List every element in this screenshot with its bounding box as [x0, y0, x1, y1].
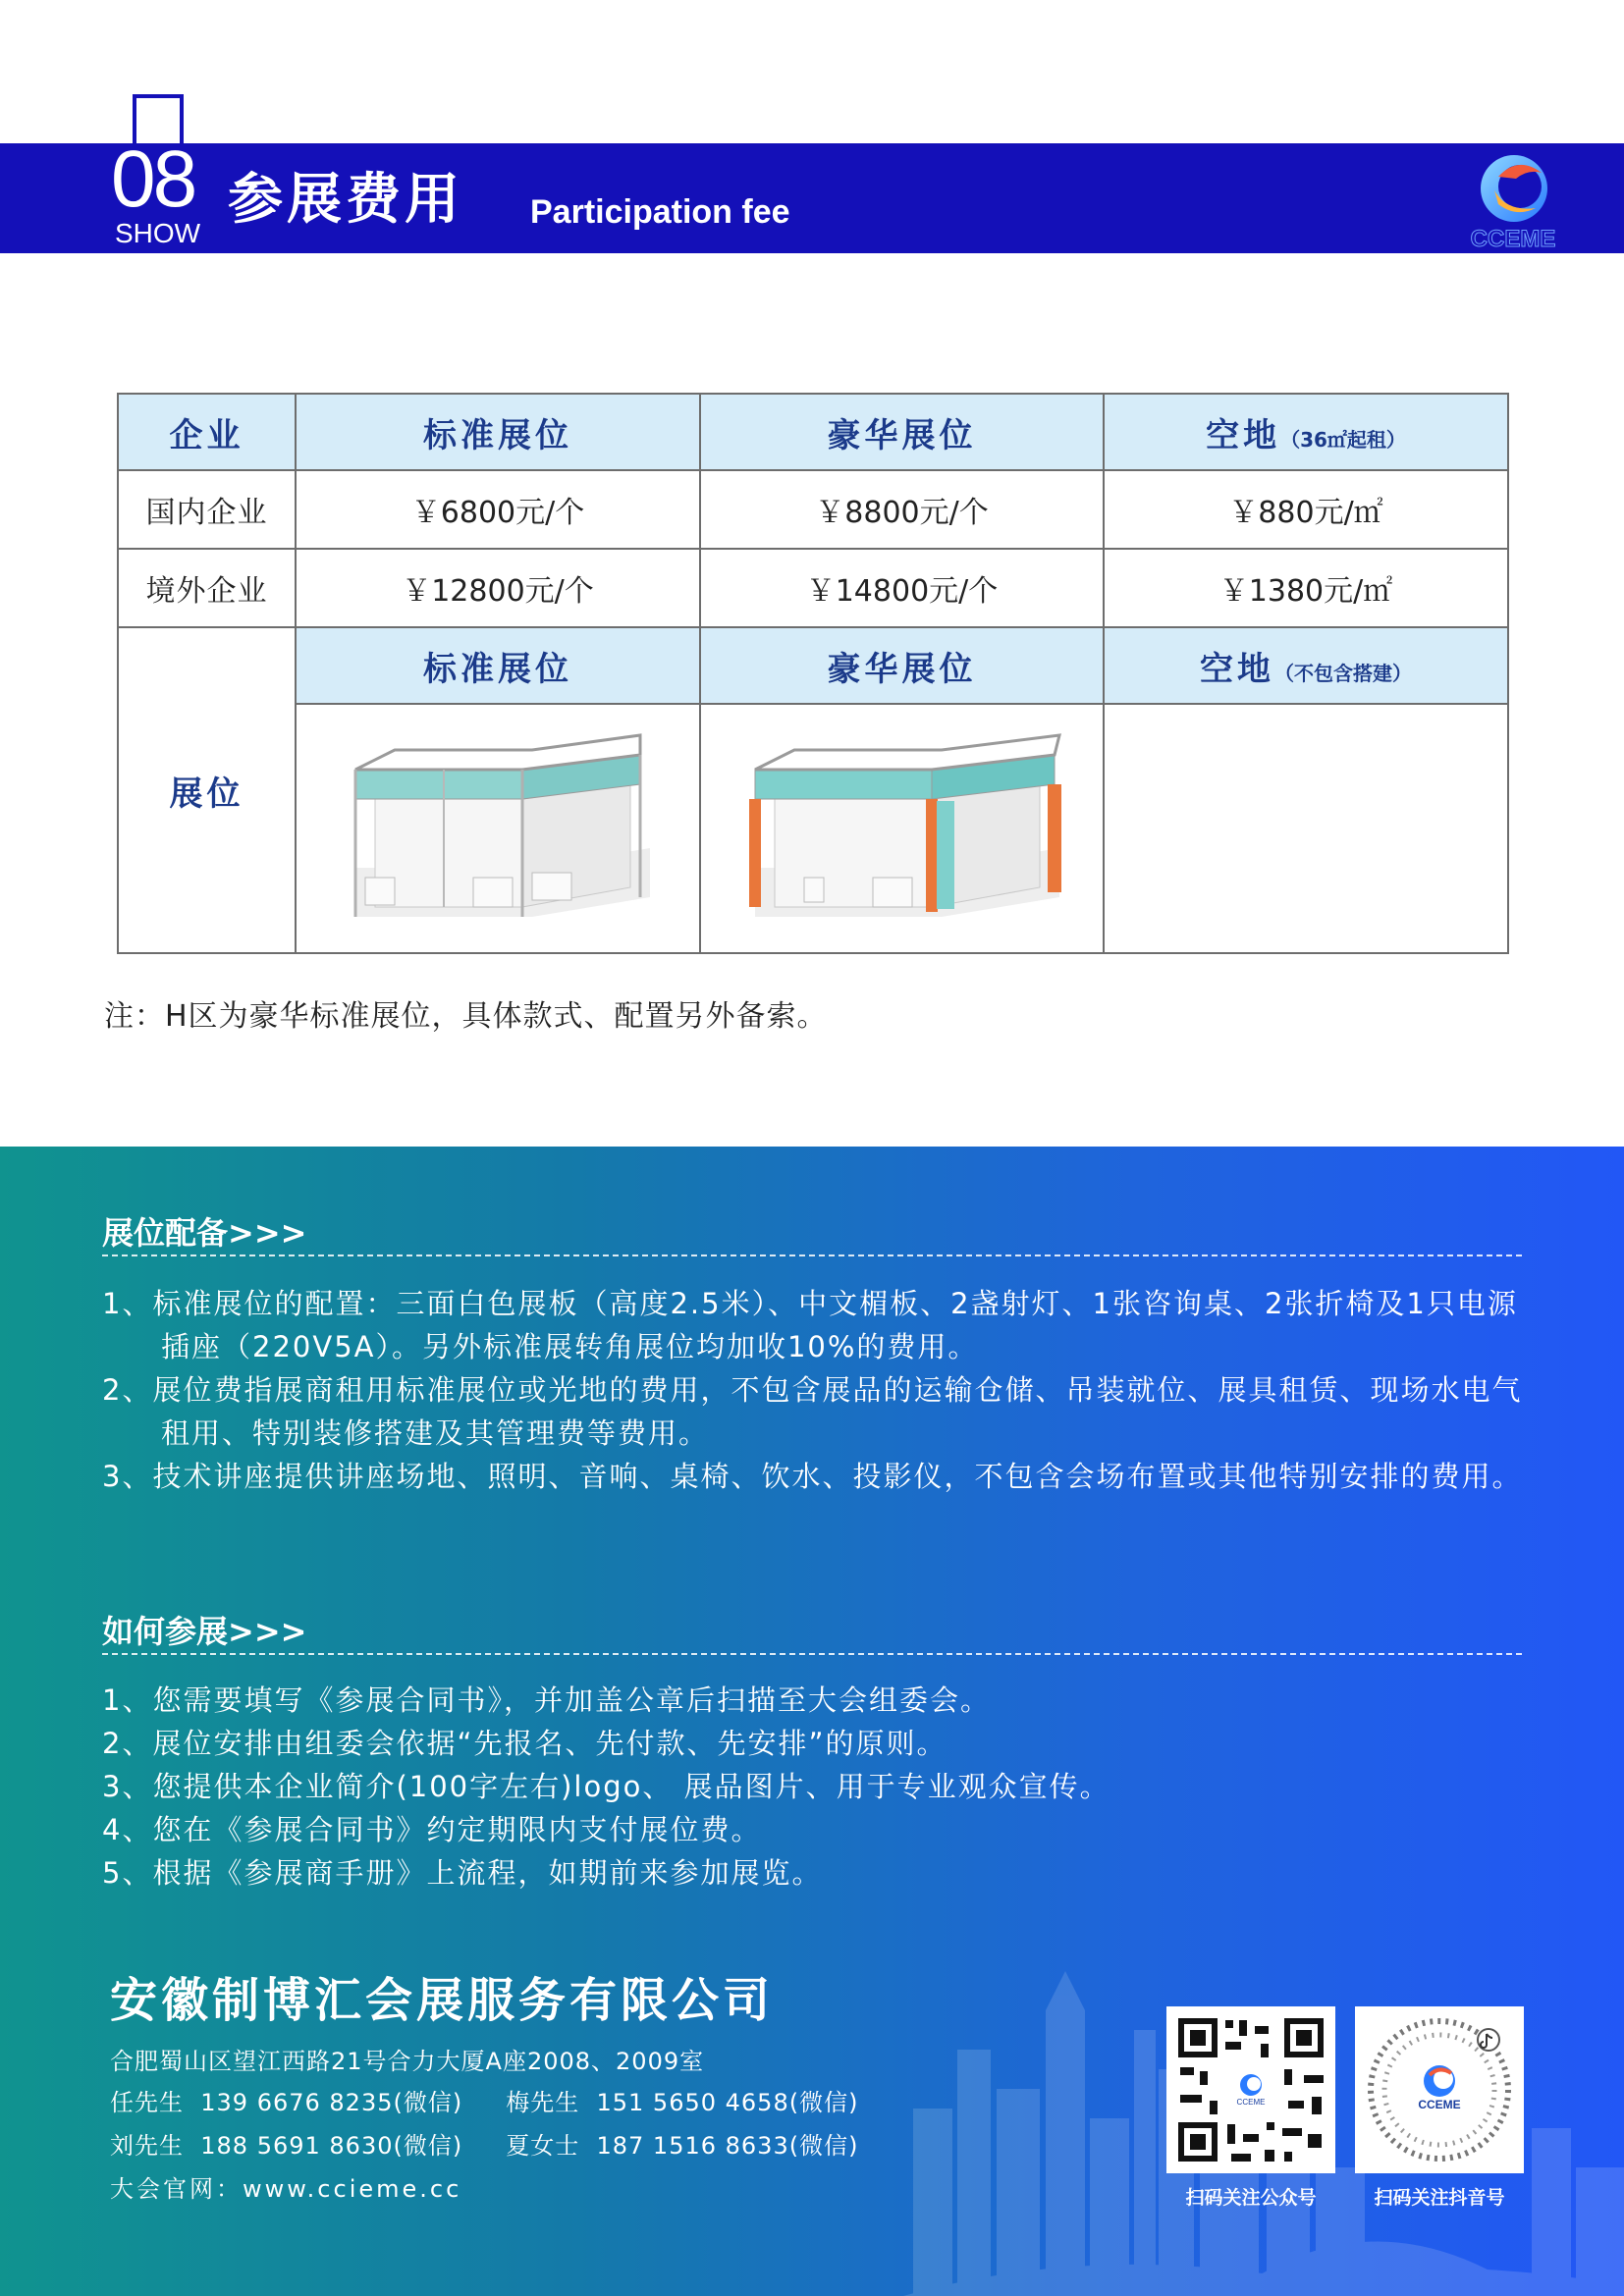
logo-emblem-icon [1459, 147, 1567, 230]
header-company: 企业 [118, 394, 296, 470]
booth-config-heading: 展位配备>>> [102, 1214, 307, 1252]
contact-phone[interactable]: 187 1516 8633(微信) [596, 2132, 859, 2160]
company-name: 安徽制博汇会展服务有限公司 [110, 1973, 775, 2028]
contact-name: 梅先生 [506, 2089, 580, 2116]
list-item: 1、您需要填写《参展合同书》，并加盖公章后扫描至大会组委会。 [102, 1683, 991, 1717]
list-item: 3、您提供本企业简介(100字左右)logo、 展品图片、用于专业观众宣传。 [102, 1770, 1110, 1803]
price-standard: ￥12800元/个 [296, 549, 700, 627]
booth-row-label-cell [118, 627, 296, 953]
luxury-booth-image [735, 730, 1069, 927]
header-raw-space: 空地（36㎡起租） [1104, 394, 1508, 470]
table-row [118, 549, 1508, 627]
booth-header-luxury: 豪华展位 [700, 627, 1104, 704]
table-row [118, 470, 1508, 549]
divider [102, 1653, 1522, 1655]
qr-center-text: CCEME [1236, 2098, 1266, 2107]
qr-caption: 扫码关注公众号 [1185, 2187, 1317, 2209]
price-space: ￥1380元/㎡ [1104, 549, 1508, 627]
booth-header-standard: 标准展位 [296, 627, 700, 704]
contact-phone[interactable]: 188 5691 8630(微信) [200, 2132, 463, 2160]
company-address: 合肥蜀山区望江西路21号合力大厦A座2008、2009室 [110, 2048, 705, 2075]
row-label: 国内企业 [118, 470, 296, 549]
contact-line [110, 2130, 858, 2162]
list-item: 5、根据《参展商手册》上流程，如期前来参加展览。 [102, 1856, 823, 1890]
qr-center-text: CCEME [1418, 2098, 1461, 2111]
luxury-booth-image-cell [700, 704, 1104, 953]
contact-name: 任先生 [110, 2089, 184, 2116]
raw-space-image-cell [1104, 704, 1508, 953]
booth-header-space: 空地（不包含搭建） [1104, 627, 1508, 704]
list-item: 2、展位安排由组委会依据“先报名、先付款、先安排”的原则。 [102, 1727, 947, 1760]
qr-code-icon [1166, 2006, 1335, 2173]
list-item: 3、技术讲座提供讲座场地、照明、音响、桌椅、饮水、投影仪，不包含会场布置或其他特别安排的费用。 [102, 1460, 1523, 1493]
page-title: 参展费用 [228, 168, 463, 232]
contact-line [110, 2087, 858, 2118]
row-label: 境外企业 [118, 549, 296, 627]
list-item: 1、标准展位的配置：三面白色展板（高度2.5米）、中文楣板、2盏射灯、1张咨询桌、2张折椅及1只电源插座（220V5A）。另外标准展转角展位均加收10%的费用。 [102, 1287, 1518, 1363]
header-raw-space-note: （36㎡起租） [1280, 427, 1406, 452]
contact-phone[interactable]: 151 5650 4658(微信) [596, 2089, 859, 2116]
fee-table-header-row [118, 394, 1508, 470]
page-subtitle: Participation fee [530, 193, 790, 231]
fee-table [117, 393, 1509, 954]
how-to-list [102, 1679, 1526, 1895]
logo-text: CCEME [1470, 226, 1556, 252]
list-item: 4、您在《参展合同书》约定期限内支付展位费。 [102, 1813, 762, 1846]
booth-header-row [118, 627, 1508, 704]
qr-code-icon [1355, 2006, 1524, 2173]
contact-phone[interactable]: 139 6676 8235(微信) [200, 2089, 463, 2116]
section-number: 08 [111, 134, 195, 224]
price-space: ￥880元/㎡ [1104, 470, 1508, 549]
contact-name: 刘先生 [110, 2132, 184, 2160]
divider [102, 1255, 1522, 1256]
contact-name: 夏女士 [506, 2132, 580, 2160]
website-link[interactable]: 大会官网：www.ccieme.cc [110, 2175, 462, 2203]
douyin-qr-code[interactable] [1355, 2006, 1524, 2173]
price-standard: ￥6800元/个 [296, 470, 700, 549]
how-to-heading: 如何参展>>> [102, 1613, 307, 1650]
standard-booth-image-cell [296, 704, 700, 953]
header-standard-booth: 标准展位 [296, 394, 700, 470]
section-tag: SHOW [115, 218, 201, 248]
qr-caption: 扫码关注抖音号 [1374, 2187, 1505, 2209]
wechat-qr-code[interactable] [1166, 2006, 1335, 2173]
booth-image-row [118, 704, 1508, 953]
cceme-logo [1459, 147, 1567, 253]
price-luxury: ￥8800元/个 [700, 470, 1104, 549]
booth-config-list [102, 1282, 1526, 1498]
booth-row-label: 展位 [169, 774, 244, 814]
standard-booth-image [336, 730, 660, 927]
booth-header-space-note: （不包含搭建） [1274, 661, 1412, 685]
price-luxury: ￥14800元/个 [700, 549, 1104, 627]
header-luxury-booth: 豪华展位 [700, 394, 1104, 470]
list-item: 2、展位费指展商租用标准展位或光地的费用，不包含展品的运输仓储、吊装就位、展具租赁、现场水电气租用、特别装修搭建及其管理费等费用。 [102, 1373, 1523, 1450]
fee-table-note: 注：H区为豪华标准展位，具体款式、配置另外备索。 [104, 999, 828, 1034]
